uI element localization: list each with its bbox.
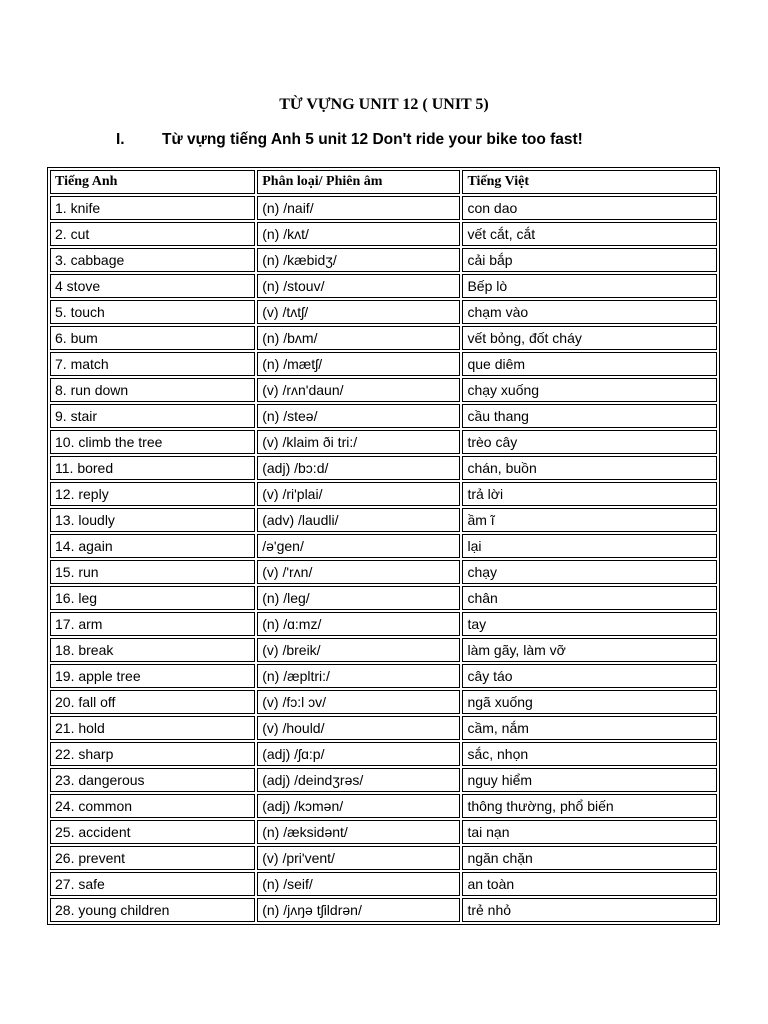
cell-vietnamese: Bếp lò <box>462 274 717 298</box>
cell-type-pronunciation: (adv) /laudli/ <box>257 508 460 532</box>
cell-english: 21. hold <box>50 716 255 740</box>
cell-type-pronunciation: (n) /jʌŋə tʃildrən/ <box>257 898 460 922</box>
cell-type-pronunciation: (v) /'rʌn/ <box>257 560 460 584</box>
vocabulary-table <box>47 167 720 925</box>
table-header-row <box>50 170 717 194</box>
table-row <box>50 794 717 818</box>
cell-vietnamese: trẻ nhỏ <box>462 898 717 922</box>
cell-type-pronunciation: (n) /kʌt/ <box>257 222 460 246</box>
cell-type-pronunciation: (v) /klaim ði tri:/ <box>257 430 460 454</box>
cell-type-pronunciation: (n) /leg/ <box>257 586 460 610</box>
cell-english: 17. arm <box>50 612 255 636</box>
cell-english: 22. sharp <box>50 742 255 766</box>
cell-english: 15. run <box>50 560 255 584</box>
table-row <box>50 638 717 662</box>
table-row <box>50 326 717 350</box>
cell-vietnamese: cầm, nắm <box>462 716 717 740</box>
cell-english: 27. safe <box>50 872 255 896</box>
table-row <box>50 586 717 610</box>
cell-english: 1. knife <box>50 196 255 220</box>
header-vietnamese: Tiếng Việt <box>462 170 717 194</box>
header-type-pronunciation: Phân loại/ Phiên âm <box>257 170 460 194</box>
cell-english: 3. cabbage <box>50 248 255 272</box>
table-row <box>50 560 717 584</box>
cell-vietnamese: thông thường, phổ biến <box>462 794 717 818</box>
cell-english: 12. reply <box>50 482 255 506</box>
cell-vietnamese: chạy <box>462 560 717 584</box>
table-row <box>50 872 717 896</box>
cell-type-pronunciation: (n) /æksidənt/ <box>257 820 460 844</box>
table-row <box>50 222 717 246</box>
table-row <box>50 690 717 714</box>
cell-english: 20. fall off <box>50 690 255 714</box>
cell-type-pronunciation: (n) /bʌm/ <box>257 326 460 350</box>
cell-english: 10. climb the tree <box>50 430 255 454</box>
table-row <box>50 196 717 220</box>
cell-vietnamese: ngăn chặn <box>462 846 717 870</box>
table-row <box>50 248 717 272</box>
cell-type-pronunciation: (n) /æpltri:/ <box>257 664 460 688</box>
table-row <box>50 664 717 688</box>
table-row <box>50 612 717 636</box>
cell-type-pronunciation: (v) /pri'vent/ <box>257 846 460 870</box>
cell-english: 18. break <box>50 638 255 662</box>
cell-vietnamese: cầu thang <box>462 404 717 428</box>
table-row <box>50 534 717 558</box>
table-row <box>50 378 717 402</box>
table-body <box>50 196 717 922</box>
cell-english: 28. young children <box>50 898 255 922</box>
section-title: Từ vựng tiếng Anh 5 unit 12 Don't ride your bike too fast! <box>162 131 583 148</box>
cell-vietnamese: cải bắp <box>462 248 717 272</box>
table-row <box>50 898 717 922</box>
cell-vietnamese: chán, buồn <box>462 456 717 480</box>
cell-vietnamese: vết cắt, cắt <box>462 222 717 246</box>
cell-english: 11. bored <box>50 456 255 480</box>
section-heading <box>116 131 583 149</box>
cell-english: 14. again <box>50 534 255 558</box>
cell-vietnamese: nguy hiểm <box>462 768 717 792</box>
page-title <box>0 96 768 114</box>
cell-english: 4 stove <box>50 274 255 298</box>
cell-type-pronunciation: (adj) /kɔmən/ <box>257 794 460 818</box>
table-row <box>50 404 717 428</box>
cell-type-pronunciation: (v) /ri'plai/ <box>257 482 460 506</box>
cell-english: 5. touch <box>50 300 255 324</box>
cell-type-pronunciation: (n) /seif/ <box>257 872 460 896</box>
cell-type-pronunciation: (adj) /bɔ:d/ <box>257 456 460 480</box>
cell-type-pronunciation: (n) /mætʃ/ <box>257 352 460 376</box>
cell-type-pronunciation: (adj) /ʃɑ:p/ <box>257 742 460 766</box>
cell-type-pronunciation: (n) /naif/ <box>257 196 460 220</box>
cell-type-pronunciation: (adj) /deindʒrəs/ <box>257 768 460 792</box>
table-row <box>50 768 717 792</box>
cell-english: 8. run down <box>50 378 255 402</box>
table-row <box>50 274 717 298</box>
cell-type-pronunciation: (v) /rʌn'daun/ <box>257 378 460 402</box>
cell-english: 2. cut <box>50 222 255 246</box>
cell-vietnamese: trèo cây <box>462 430 717 454</box>
table-row <box>50 300 717 324</box>
cell-vietnamese: sắc, nhọn <box>462 742 717 766</box>
cell-type-pronunciation: (n) /ɑ:mz/ <box>257 612 460 636</box>
cell-type-pronunciation: (n) /kæbidʒ/ <box>257 248 460 272</box>
cell-vietnamese: que diêm <box>462 352 717 376</box>
cell-english: 26. prevent <box>50 846 255 870</box>
cell-vietnamese: vết bỏng, đốt cháy <box>462 326 717 350</box>
table-row <box>50 456 717 480</box>
page-title-text: TỪ VỰNG UNIT 12 ( UNIT 5) <box>279 96 489 113</box>
cell-vietnamese: chạm vào <box>462 300 717 324</box>
cell-vietnamese: ngã xuống <box>462 690 717 714</box>
cell-english: 13. loudly <box>50 508 255 532</box>
cell-type-pronunciation: /ə'gen/ <box>257 534 460 558</box>
cell-vietnamese: cây táo <box>462 664 717 688</box>
table-row <box>50 846 717 870</box>
cell-vietnamese: chạy xuống <box>462 378 717 402</box>
cell-english: 9. stair <box>50 404 255 428</box>
cell-vietnamese: trả lời <box>462 482 717 506</box>
cell-type-pronunciation: (v) /breik/ <box>257 638 460 662</box>
cell-vietnamese: tai nạn <box>462 820 717 844</box>
cell-type-pronunciation: (n) /stouv/ <box>257 274 460 298</box>
cell-english: 23. dangerous <box>50 768 255 792</box>
cell-vietnamese: làm gãy, làm vỡ <box>462 638 717 662</box>
cell-english: 24. common <box>50 794 255 818</box>
table-row <box>50 352 717 376</box>
table-row <box>50 430 717 454</box>
cell-vietnamese: tay <box>462 612 717 636</box>
cell-vietnamese: lại <box>462 534 717 558</box>
header-english: Tiếng Anh <box>50 170 255 194</box>
cell-vietnamese: con dao <box>462 196 717 220</box>
section-number: I. <box>116 131 125 148</box>
table-row <box>50 508 717 532</box>
cell-vietnamese: an toàn <box>462 872 717 896</box>
cell-type-pronunciation: (n) /steə/ <box>257 404 460 428</box>
cell-english: 6. bum <box>50 326 255 350</box>
table-row <box>50 716 717 740</box>
cell-english: 7. match <box>50 352 255 376</box>
table-row <box>50 742 717 766</box>
cell-type-pronunciation: (v) /hould/ <box>257 716 460 740</box>
cell-type-pronunciation: (v) /tʌtʃ/ <box>257 300 460 324</box>
cell-type-pronunciation: (v) /fɔ:l ɔv/ <box>257 690 460 714</box>
table-row <box>50 482 717 506</box>
cell-english: 16. leg <box>50 586 255 610</box>
cell-vietnamese: ầm ĩ <box>462 508 717 532</box>
cell-english: 19. apple tree <box>50 664 255 688</box>
cell-vietnamese: chân <box>462 586 717 610</box>
cell-english: 25. accident <box>50 820 255 844</box>
table-row <box>50 820 717 844</box>
